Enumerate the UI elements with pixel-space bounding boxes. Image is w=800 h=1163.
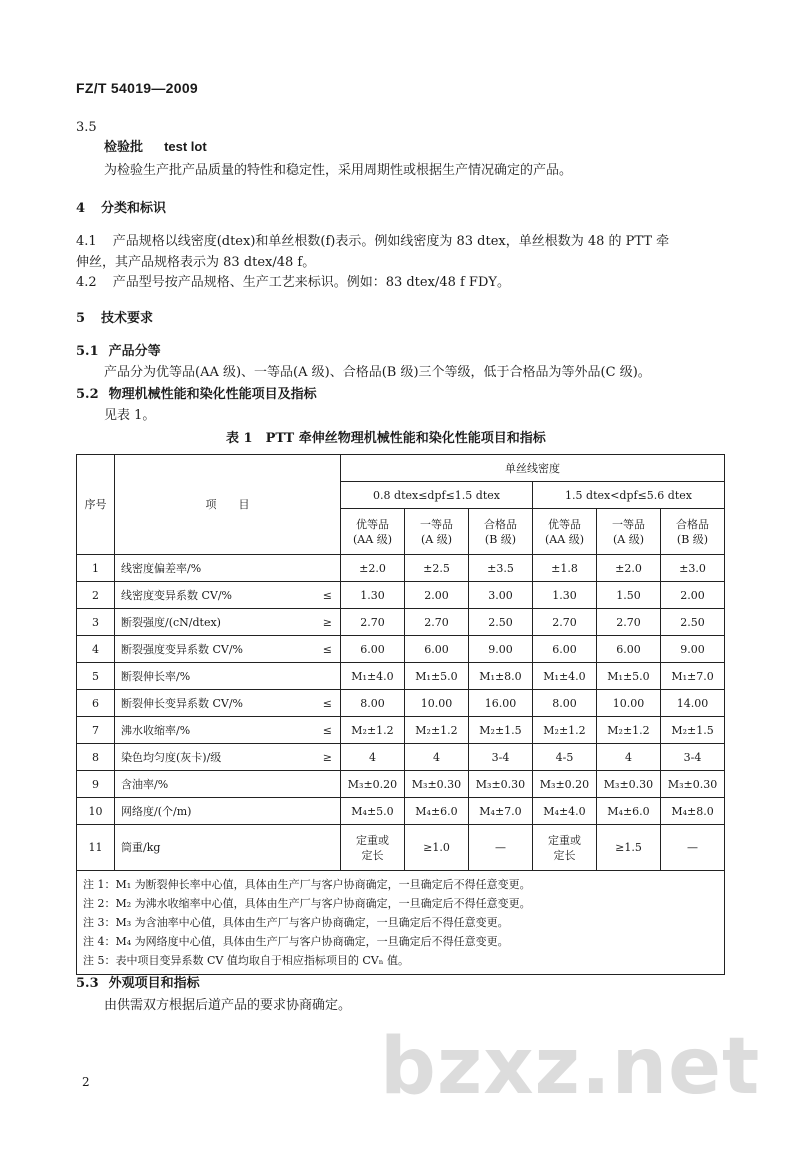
table-caption: 表 1 PTT 牵伸丝物理机械性能和染化性能项目和指标 [226,431,546,446]
table-row: 11 筒重/kg 定重或 定长 ≥1.0 — 定重或 定长 ≥1.5 — [77,825,725,871]
section-5-3-number: 5.3 [76,976,99,991]
table-row: 10 网络度/(个/m) M₄±5.0 M₄±6.0 M₄±7.0 M₄±4.0 M₄±6.0 M₄±8.0 [77,798,725,825]
note-4: 注 4：M₄ 为网络度中心值，具体由生产厂与客户协商确定，一旦确定后不得任意变更。 [83,935,509,948]
standard-number: FZ/T 54019—2009 [76,80,199,96]
header-grade: 优等品 (AA 级) [341,509,405,555]
header-range-2: 1.5 dtex<dpf≤5.6 dtex [533,482,725,509]
section-5-heading [76,310,153,328]
table-row: 5 断裂伸长率/% M₁±4.0 M₁±5.0 M₁±8.0 M₁±4.0 M₁±5.0 M₁±7.0 [77,663,725,690]
term-en: test lot [164,139,207,154]
table-row: 3 断裂强度/(cN/dtex) ≥ 2.70 2.70 2.50 2.70 2.70 2.50 [77,609,725,636]
para-4-2-number: 4.2 [76,275,97,290]
header-group: 单丝线密度 [341,455,725,482]
para-4-2-text: 产品型号按产品规格、生产工艺来标识。例如：83 dtex/48 f FDY。 [112,275,510,290]
para-4-2 [76,274,510,292]
term-cn: 检验批 [104,140,144,155]
section-5-3-heading [76,975,200,993]
header-grade: 一等品 (A 级) [597,509,661,555]
note-3: 注 3：M₃ 为含油率中心值，具体由生产厂与客户协商确定，一旦确定后不得任意变更。 [83,916,509,929]
watermark: bzxz.net [380,1022,761,1112]
header-grade: 一等品 (A 级) [405,509,469,555]
para-4-1-text: 产品规格以线密度(dtex)和单丝根数(f)表示。例如线密度为 83 dtex，单丝根数为 48 的 PTT 牵 [112,234,670,249]
section-5-2-heading [76,386,317,404]
section-5-1-text: 产品分为优等品(AA 级)、一等品(A 级)、合格品(B 级)三个等级，低于合格品为等外品(C 级)。 [104,365,651,380]
section-5-3-title: 外观项目和指标 [108,976,200,991]
header-range-1: 0.8 dtex≤dpf≤1.5 dtex [341,482,533,509]
header-grade: 合格品 (B 级) [469,509,533,555]
header-grade: 优等品 (AA 级) [533,509,597,555]
table-1 [76,454,725,975]
section-5-title: 技术要求 [101,311,154,326]
table-row: 8 染色均匀度(灰卡)/级 ≥ 4 4 3-4 4-5 4 3-4 [77,744,725,771]
table-row: 6 断裂伸长变异系数 CV/% ≤ 8.00 10.00 16.00 8.00 10.00 14.00 [77,690,725,717]
section-4-title: 分类和标识 [101,201,167,216]
table-row: 7 沸水收缩率/% ≤ M₂±1.2 M₂±1.2 M₂±1.5 M₂±1.2 M₂±1.2 M₂±1.5 [77,717,725,744]
note-1: 注 1：M₁ 为断裂伸长率中心值，具体由生产厂与客户协商确定，一旦确定后不得任意变更。 [83,878,531,891]
para-4-1-number: 4.1 [76,234,97,249]
table-row: 2 线密度变异系数 CV/% ≤ 1.30 2.00 3.00 1.30 1.50 2.00 [77,582,725,609]
note-5: 注 5：表中项目变异系数 CV 值均取自于相应指标项目的 CVₙ 值。 [83,954,409,967]
table-row: 9 含油率/% M₃±0.20 M₃±0.30 M₃±0.30 M₃±0.20 M₃±0.30 M₃±0.30 [77,771,725,798]
para-4-1-line1 [76,233,669,251]
note-2: 注 2：M₂ 为沸水收缩率中心值，具体由生产厂与客户协商确定，一旦确定后不得任意变更。 [83,897,531,910]
section-5-1-heading [76,343,161,361]
term-definition: 为检验生产批产品质量的特性和稳定性，采用周期性或根据生产情况确定的产品。 [104,163,573,178]
section-5-2-number: 5.2 [76,387,99,402]
section-5-number: 5 [76,311,86,326]
table-row: 4 断裂强度变异系数 CV/% ≤ 6.00 6.00 9.00 6.00 6.00 9.00 [77,636,725,663]
section-5-2-text: 见表 1。 [104,408,156,423]
term-heading [104,138,207,157]
section-4-number: 4 [76,201,86,216]
section-5-1-title: 产品分等 [108,344,161,359]
section-3-5-number: 3.5 [76,120,97,135]
section-5-3-text: 由供需双方根据后道产品的要求协商确定。 [104,998,352,1013]
section-5-2-title: 物理机械性能和染化性能项目及指标 [108,387,317,402]
section-4-heading [76,200,166,218]
table-notes [77,871,725,975]
table-row: 1 线密度偏差率/% ±2.0 ±2.5 ±3.5 ±1.8 ±2.0 ±3.0 [77,555,725,582]
section-5-1-number: 5.1 [76,344,99,359]
header-item: 项 目 [115,455,341,555]
header-grade: 合格品 (B 级) [661,509,725,555]
header-seq: 序号 [77,455,115,555]
page-number: 2 [82,1075,90,1089]
para-4-1-line2: 伸丝，其产品规格表示为 83 dtex/48 f。 [76,255,316,270]
